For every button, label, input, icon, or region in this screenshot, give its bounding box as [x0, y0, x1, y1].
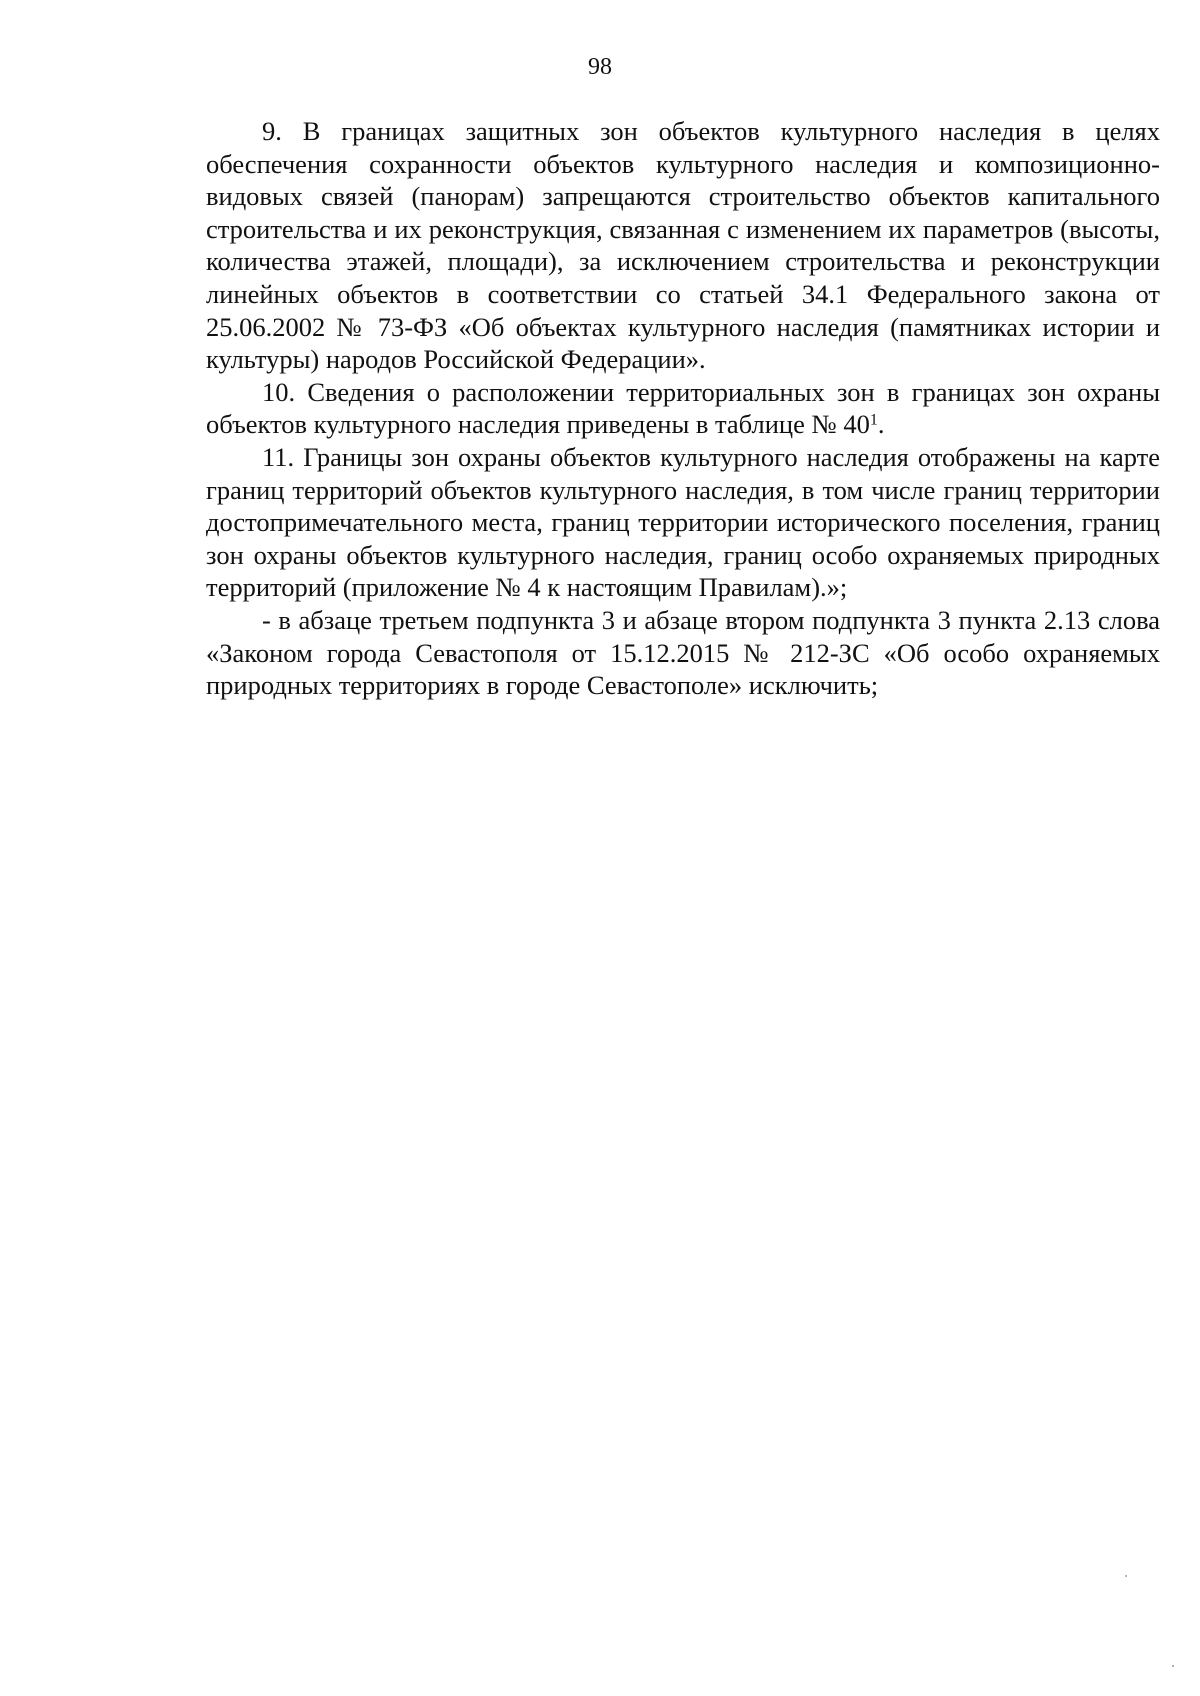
- paragraph-11: 11. Границы зон охраны объектов культурного наследия отображены на карте границ территорий объектов культурного наследия, в том числе границ территории достопримечательного места, границ территории исторического поселения, границ зон охраны объектов культурного наследия, границ особо охраняемых природных территорий (приложение № 4 к настоящим Правилам).»;: [206, 441, 1160, 603]
- paragraph-9: 9. В границах защитных зон объектов культурного наследия в целях обеспечения сохранности объектов культурного наследия и композиционно-видовых связей (панорам) запрещаются строительство объектов капитального строительства и их реконструкция, связанная с изменением их параметров (высоты, количества этажей, площади), за исключением строительства и реконструкции линейных объектов в соответствии со статьей 34.1 Федерального закона от 25.06.2002 № 73-ФЗ «Об объектах культурного наследия (памятниках истории и культуры) народов Российской Федерации».: [206, 116, 1160, 375]
- page-number: 98: [588, 54, 612, 80]
- document-body: [206, 115, 1160, 702]
- scan-speck: [1125, 1575, 1127, 1577]
- footnote-superscript: 1: [869, 411, 878, 429]
- paragraph-amendment: - в абзаце третьем подпункта 3 и абзаце втором подпункта 3 пункта 2.13 слова «Законом города Севастополя от 15.12.2015 № 212-ЗС «Об особо охраняемых природных территориях в городе Севастополе» исключить;: [206, 604, 1160, 701]
- paragraph-10-text: 10. Сведения о расположении территориальных зон в границах зон охраны объектов культурного наследия приведены в таблице № 40: [206, 376, 1160, 440]
- paragraph-10-suffix: .: [877, 409, 885, 440]
- paragraph-10: [206, 376, 1160, 441]
- scan-speck: [1172, 1665, 1174, 1667]
